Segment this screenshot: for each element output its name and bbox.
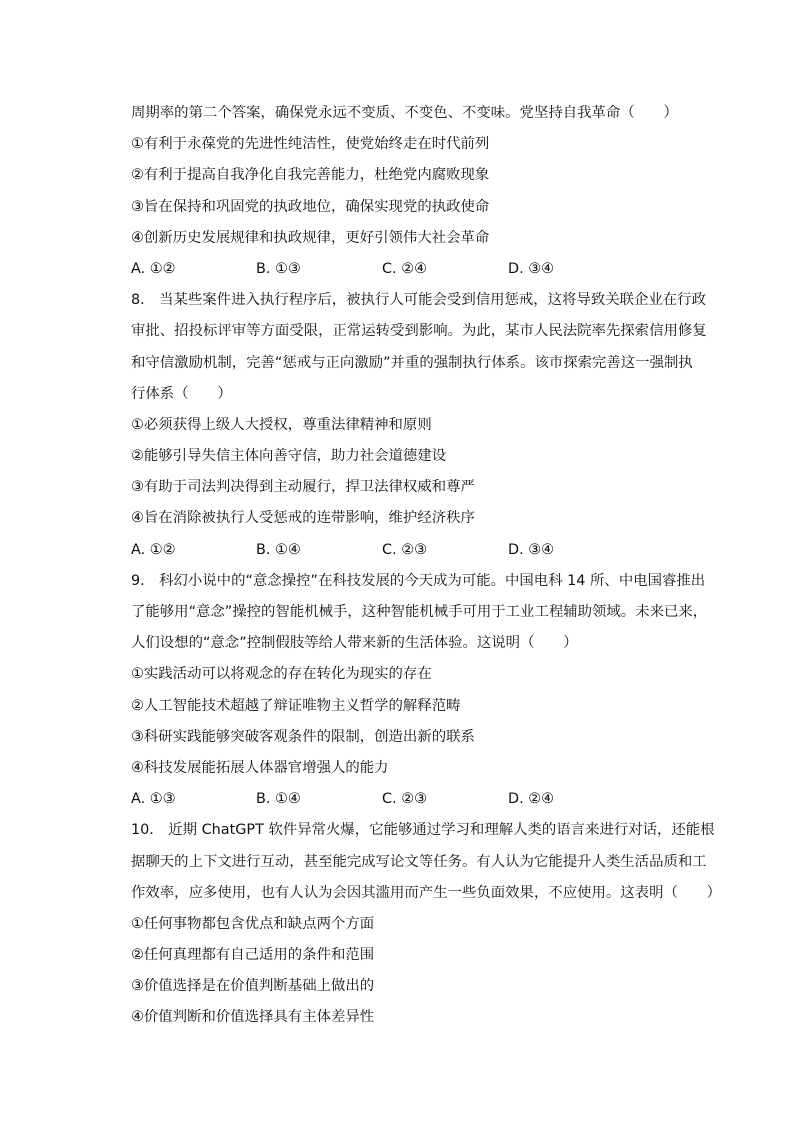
q10-option-4: ④价值判断和价值选择具有主体差异性: [131, 1009, 375, 1026]
q9-option-2: ②人工智能技术超越了辩证唯物主义哲学的解释范畴: [131, 697, 461, 714]
q7-option-3: ③旨在保持和巩固党的执政地位，确保实现党的执政使命: [131, 198, 490, 215]
q10-stem-line-2: 据聊天的上下文进行互动，甚至能完成写论文等任务。有人认为它能提升人类生活品质和工: [131, 853, 707, 870]
q9-stem-line-2: 了能够用“意念”操控的智能机械手，这种智能机械手可用于工业工程辅助领域。未来已来，: [131, 604, 708, 620]
q8-choices: [131, 535, 701, 566]
q8-choice-d[interactable]: D. ③④: [508, 541, 555, 558]
q10-stem-line-1: 10. 近期 ChatGPT 软件异常火爆，它能够通过学习和理解人类的语言来进行对话，还能根: [131, 822, 715, 839]
q9-option-4: ④科技发展能拓展人体器官增强人的能力: [131, 759, 389, 776]
q10-option-2: ②任何真理都有自己适用的条件和范围: [131, 947, 375, 964]
q8-option-3: ③有助于司法判决得到主动履行，捍卫法律权威和尊严: [131, 479, 475, 496]
q8-stem-line-4: 行体系（ ）: [131, 385, 232, 402]
q9-option-1: ①实践活动可以将观念的存在转化为现实的存在: [131, 666, 432, 683]
q9-choices: [131, 784, 701, 815]
q10-option-1: ①任何事物都包含优点和缺点两个方面: [131, 915, 375, 932]
q7-choice-c[interactable]: C. ②④: [382, 260, 427, 277]
q9-choice-d[interactable]: D. ②④: [508, 791, 555, 808]
q10-stem-line-3: 作效率，应多使用，也有人认为会因其滥用而产生一些负面效果，不应使用。这表明（ ）: [131, 884, 722, 901]
q7-option-1: ①有利于永葆党的先进性纯洁性，使党始终走在时代前列: [131, 136, 490, 153]
q7-choices: [131, 254, 701, 285]
q8-choice-c[interactable]: C. ②③: [382, 541, 427, 558]
q9-choice-a[interactable]: A. ①③: [131, 791, 176, 808]
q8-stem-line-2: 审批、招投标评审等方面受限，正常运转受到影响。为此，某市人民法院率先探索信用修复: [131, 323, 707, 340]
q7-option-2: ②有利于提高自我净化自我完善能力，杜绝党内腐败现象: [131, 167, 490, 184]
q8-choice-a[interactable]: A. ①②: [131, 541, 176, 558]
q7-option-4: ④创新历史发展规律和执政规律，更好引领伟大社会革命: [131, 229, 490, 246]
q9-stem-line-3: 人们设想的“意念”控制假肢等给人带来新的生活体验。这说明（ ）: [131, 635, 578, 652]
q8-choice-b[interactable]: B. ①④: [256, 541, 301, 558]
q9-choice-b[interactable]: B. ①④: [256, 791, 301, 808]
q8-option-4: ④旨在消除被执行人受惩戒的连带影响，维护经济秩序: [131, 510, 475, 527]
q9-choice-c[interactable]: C. ②③: [382, 791, 427, 808]
q9-stem-line-1: 9. 科幻小说中的“意念操控”在科技发展的今天成为可能。中国电科 14 所、中电国睿推出: [131, 572, 706, 589]
q10-option-3: ③价值选择是在价值判断基础上做出的: [131, 978, 375, 995]
q8-stem-line-3: 和守信激励机制，完善“惩戒与正向激励”并重的强制执行体系。该市探索完善这一强制执: [131, 354, 693, 371]
exam-content: [131, 98, 722, 1034]
q9-option-3: ③科研实践能够突破客观条件的限制，创造出新的联系: [131, 728, 475, 745]
q8-option-1: ①必须获得上级人大授权，尊重法律精神和原则: [131, 416, 432, 433]
q8-stem-line-1: 8. 当某些案件进入执行程序后，被执行人可能会受到信用惩戒，这将导致关联企业在行政: [131, 292, 706, 309]
q7-stem-tail: 周期率的第二个答案，确保党永远不变质、不变色、不变味。党坚持自我革命（ ）: [131, 105, 678, 121]
q8-option-2: ②能够引导失信主体向善守信，助力社会道德建设: [131, 448, 447, 465]
q7-choice-d[interactable]: D. ③④: [508, 260, 555, 277]
q7-choice-b[interactable]: B. ①③: [256, 260, 301, 277]
q7-choice-a[interactable]: A. ①②: [131, 260, 176, 277]
